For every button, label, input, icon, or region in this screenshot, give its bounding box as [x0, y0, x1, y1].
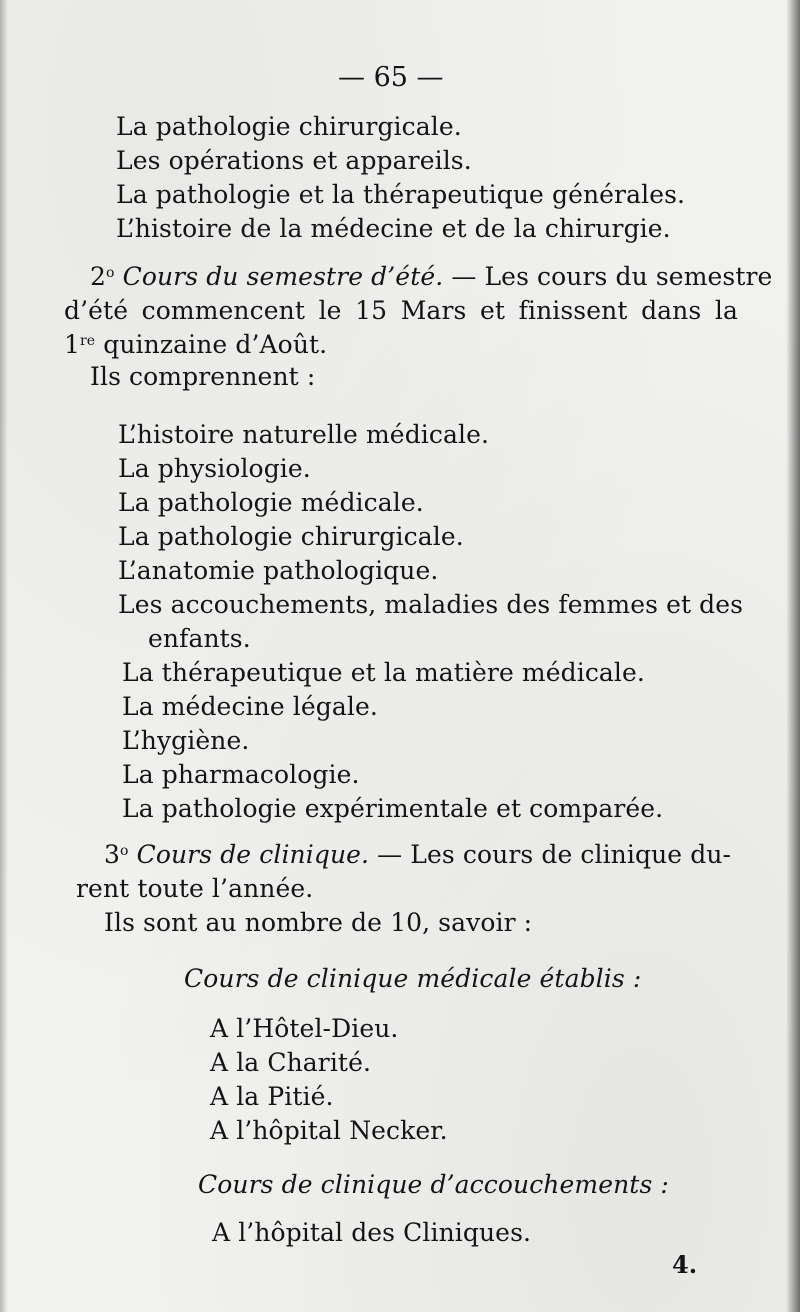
section-3-title: Cours de clinique. [136, 840, 370, 869]
list-b-item: enfants. [148, 624, 251, 653]
list-a-item: La pathologie chirurgicale. [116, 112, 462, 141]
list-a-item: L’histoire de la médecine et de la chirurgie. [116, 214, 671, 243]
list-b-item: L’anatomie pathologique. [118, 556, 439, 585]
clinique-accouchements-item: A l’hôpital des Cliniques. [212, 1218, 532, 1247]
section-2-ordinal: o [106, 265, 115, 281]
list-b-item: La thérapeutique et la matière médicale. [122, 658, 645, 687]
list-b-item: La pathologie chirurgicale. [118, 522, 464, 551]
section-2-text: — Les cours du semestre [443, 262, 773, 291]
list-b-item: La physiologie. [118, 454, 311, 483]
clinique-medicale-item: A la Charité. [210, 1048, 372, 1077]
clinique-medicale-item: A l’Hôtel-Dieu. [210, 1014, 399, 1043]
list-a-item: Les opérations et appareils. [116, 146, 472, 175]
section-3-ordinal: o [120, 843, 129, 859]
list-b-item: L’histoire naturelle médicale. [118, 420, 490, 449]
section-2-line-3-sup: re [80, 333, 96, 349]
list-b-item: Les accouchements, maladies des femmes et des [118, 590, 744, 619]
section-2-intro: Ils comprennent : [90, 362, 316, 391]
signature-mark: 4. [672, 1250, 698, 1279]
list-b-item: L’hygiène. [122, 726, 250, 755]
section-3-text: — Les cours de clinique du- [369, 840, 732, 869]
section-2-line-3-num: 1 [64, 330, 81, 359]
list-b-item: La pathologie expérimentale et comparée. [122, 794, 664, 823]
clinique-medicale-heading: Cours de clinique médicale établis : [184, 964, 642, 993]
section-3-line-2: rent toute l’année. [76, 874, 314, 903]
section-2-line-3-rest: quinzaine d’Août. [95, 330, 328, 359]
clinique-medicale-item: A la Pitié. [210, 1082, 334, 1111]
section-2-heading-line [90, 262, 773, 292]
list-b-item: La pathologie médicale. [118, 488, 424, 517]
page-right-shadow [786, 0, 800, 1312]
clinique-medicale-item: A l’hôpital Necker. [210, 1116, 448, 1145]
list-b-item: La médecine légale. [122, 692, 378, 721]
section-3-number: 3 [104, 840, 121, 869]
clinique-accouchements-heading: Cours de clinique d’accouchements : [198, 1170, 669, 1199]
page-number: — 65 — [338, 62, 444, 93]
section-2-title: Cours du semestre d’été. [122, 262, 444, 291]
section-2-number: 2 [90, 262, 107, 291]
section-3-intro: Ils sont au nombre de 10, savoir : [104, 908, 533, 937]
section-2-line-3 [64, 330, 327, 360]
section-2-line-2: d’été commencent le 15 Mars et finissent dans la [64, 296, 738, 325]
page-left-shadow [0, 0, 8, 1312]
list-a-item: La pathologie et la thérapeutique générales. [116, 180, 686, 209]
list-b-item: La pharmacologie. [122, 760, 360, 789]
section-3-heading-line [104, 840, 740, 870]
